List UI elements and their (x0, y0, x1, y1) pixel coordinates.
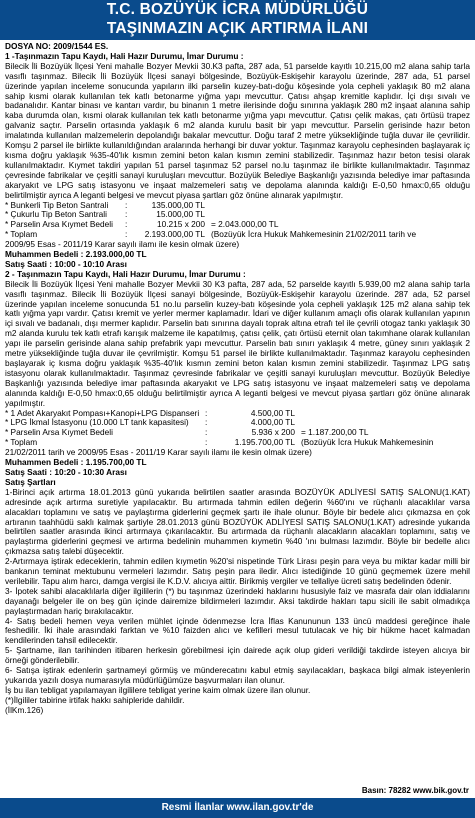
item1-values-tail: 2009/95 Esas - 2011/19 Karar sayılı ilamı ile kesin olmak üzere) (5, 239, 240, 250)
item1-title: 1 -Taşınmazın Tapu Kaydı, Hali Hazır Durumu, İmar Durumu : (5, 50, 244, 61)
sart-item: 6- Satışa iştirak edenlerin şartnameyi görmüş ve münderecatını kabul etmiş sayılacakları, başkaca bilgi almak isteyenlerin yukarıda yazılı dosya numarasıyla müdürlüğümüze başvurmaları ilan olunur. (5, 665, 470, 685)
dosya-no: DOSYA NO: 2009/1544 ES. (5, 41, 109, 51)
item1-satis-saati: Satış Saati : 10:00 - 10:10 Arası (5, 258, 127, 269)
value-row: * Toplam : 2.193.000,00 TL (Bozüyük İcra Hukuk Mahkemesinin 21/02/2011 tarih ve (5, 229, 417, 240)
item2-values (5, 409, 470, 459)
item2-satis-saati: Satış Saati : 10:20 - 10:30 Arası (5, 466, 127, 477)
item2-text: Bilecik İli Bozüyük İlçesi Yeni mahalle Bozyer Mevkii 30 K3 pafta, 287 ada, 52 parselde kayıtlı 5.939,00 m2 alana sahip tarla vasıflı taşınmaz. Bilecik İli Bozüyük İlçesi sanayi bölgesinde, Bozüyük-Eskişehir karayolu üzerinde. 287 ada, 52 parsel üzerinde yapılan inceleme sonucunda 51 no.lu parselin kuzey-batı köşesinde yola cepheli yaklaşık 125 m2 alana sahip tek katlı yığma yapı vardır. Çatısı kremit ve yerler mermer kaplamadır. İdari ve diğer kullanım amaçlı ofis olarak kullanılan yapının içi sıvalı ve badanalı, dışı mermer kaplıdır. Parselin batı sınırına dayalı toprak altına etrafı tel ile çevrili otogaz tankı yaklaşık 30 m2 alanda kurulu tek katlı etrafı karışık malzeme ile kapatılmış, çatısı çelik, çatı örtüsü eternit olan takımhane olarak kullanılan yapı ile parselin gerisinde alana sahip prefabrik yapı mevcuttur. Parselin batı sınırı yaklaşık 4 metre, güney sınırı yaklaşık 2 metre yüksekliğinde tuğla duvar ile çevrilmiştir. Komşu 51 parsel ile birlikte kullanılmaktadır. Taşınmaz karayolu cephesinden başlayarak iç kısma doğru yaklaşık %35-40'lık kısmın zemini beton kalan kısmın zemini stabilizedir. Taşınmaz LPG satış istasyonu olarak kullanılmaktadır. Taşınmaz çevresinde fabrikalar ve çeşitli sanayi kuruluşları mevcuttur. Bozüyük Belediye Başkanlığı yazısında belediye imar paftasında akaryakıt ve LPG satış istasyonu ve inşaat malzemeleri satış ve depolama alanında kaldığı E-0,50 hmax:0,65 olduğu belirtilmiştir ayrıca A leganti belgesi ve mevcut piyasa şartları göz önüne alınarak yapılmıştır. (5, 278, 470, 408)
announcement-body (5, 42, 470, 716)
sart-item: 4- Satış bedeli hemen veya verilen mühlet içinde ödenmezse İcra İflas Kanununun 133 üncü maddesi gereğince ihale feshedilir. İki ihale arasındaki farktan ve %10 faizden alıcı ve kefilleri mesul tutulacak ve hiç bir hükme hacet kalmadan kendilerinden tahsil edilecektir. (5, 615, 470, 646)
value-row: * 1 Adet Akaryakıt Pompası+Kanopi+LPG Dispanseri : 4.500,00 TL (5, 407, 295, 418)
item2-values-tail: 21/02/2011 tarih ve 2009/95 Esas - 2011/19 Karar sayılı ilamı ile kesin olmak üzere) (5, 447, 312, 458)
value-row: * Parselin Arsa Kıymet Bedeli : 10.215 x 200 = 2.043.000,00 TL (5, 219, 279, 230)
sart-item: 1-Birinci açık artırma 18.01.2013 günü yukarıda belirtilen saatler arasında BOZÜYÜK ADLİYESİ SATIŞ SALONU(1.KAT) adresinde açık artırma suretiyle yapılacaktır. Bu artırmada tahmin edilen değerin %60'ını ve rüçhanlı alacaklılar varsa alacakları toplamını ve satış ve paylaştırma giderlerini geçmek şartı ile ihale olunur. Böyle bir bedele alıcı çıkmazsa en çok artıranın taahhüdü saklı kalmak şartiyle 28.01.2013 günü BOZÜYÜK ADLİYESİ SATIŞ SALONU(1.KAT) adresinde yukarıda belirtilen saatler arasında ikinci artırmaya çıkarılacaktır. Bu artırmada da rüçhanlı alacakların alacakları toplamını, satış ve paylaştırma giderlerini geçmesi ve artırma bedelinin muhammen kıymetin %40 'ını bulması lazımdır. Böyle bir bedelle alıcı çıkmazsa satış talebi düşecektir. (5, 486, 470, 557)
value-row: * Çukurlu Tip Beton Santrali : 15.000,00 TL (5, 209, 205, 220)
value-row: * LPG İkmal İstasyonu (10.000 LT tank kapasitesi) : 4.000,00 TL (5, 417, 295, 428)
header-subtitle: TAŞINMAZIN AÇIK ARTIRMA İLANI (106, 20, 369, 37)
sart-item: İş bu ilan tebligat yapılamayan ilgililere tebligat yerine kaim olmak üzere ilan olunur. (5, 684, 311, 695)
item2-muhammen: Muhammen Bedeli : 1.195.700,00 TL (5, 457, 147, 468)
satis-sartlari-title: Satış Şartları (5, 476, 56, 487)
value-row: * Bunkerli Tip Beton Santrali : 135.000,00 TL (5, 199, 205, 210)
sart-item: (İlKm.126) (5, 704, 44, 715)
sart-item: (*)İlgililer tabirine irtifak hakkı sahipleride dahildir. (5, 694, 185, 705)
header-title: T.C. BOZÜYÜK İCRA MÜDÜRLÜĞÜ (106, 1, 369, 18)
sart-item: 5- Şartname, ilan tarihinden itibaren herkesin görebilmesi için dairede açık olup gideri verildiği takdirde isteyen alıcıya bir örneği gönderilebilir. (5, 645, 470, 666)
item1-values (5, 201, 470, 251)
item1-muhammen: Muhammen Bedeli : 2.193.000,00 TL (5, 249, 147, 260)
value-row: * Parselin Arsa Kıymet Bedeli : 5.936 x 200 = 1.187.200,00 TL (5, 427, 369, 438)
press-code: Basın: 78282 www.bik.gov.tr (361, 786, 469, 795)
header (0, 0, 475, 40)
item2-title: 2 - Taşınmazın Tapu Kaydı, Hali Hazır Durumu, İmar Durumu : (5, 268, 246, 279)
value-row: * Toplam : 1.195.700,00 TL (Bozüyük İcra Hukuk Mahkemesinin (5, 437, 434, 448)
sart-item: 3- İpotek sahibi alacaklılarla diğer ilgililerin (*) bu taşınmaz üzerindeki haklarını hususiyle faiz ve masrafa dair olan iddialarını dayanağı belgeler ile on beş gün içinde dairemize bildirmeleri lazımdır. Aksi takdirde hakları tapu sicili ile sabit olmadıkça paylaştırmadan hariç bırakılacaktır. (5, 585, 470, 616)
footer-link[interactable]: Resmi İlanlar www.ilan.gov.tr'de (0, 798, 475, 818)
item1-text: Bilecik İli Bozüyük İlçesi Yeni mahalle Bozyer Mevkii 30.K3 pafta, 287 ada, 51 parselde kayıtlı 10.215,00 m2 alana sahip tarla vasıflı taşınmaz. Bilecik İli Bozüyük İlçesi sanayi bölgesinde, Bozüyük-Eskişehir karayolu üzerinde, 287 ada, 51 parsel üzerinde yapılan inceleme sonucunda yapıların ilki parselin kuzey-batı-doğu köşesinde yola cepheli yaklaşık 80 m2 alana sahip kısmi olarak kullanılan tek katlı betonarme yığma yapı mevcuttur. Çatısı ahşap kremitle kaplıdır. İçi dışı sıvalı ve badanalıdır. Kantar binası ve kantarı vardır, bu binanın 1 metre ilerisinde doğu sınırına yaklaşık 280 m2 inşaat alanına sahip kaba durumda olan, kısmi olarak kullanılan tek katlı betonarme yığma yapı mevcuttur. Çatısı çelik makas, çatı örtüsü trapez galvaniz saçtır. Parselin ortasında yaklaşık 6 m2 alanda kurulu basit bir yapı mevcuttur. Parselin gerisinde hazır beton imalatında kullanılan malzemelerin depolandığı bakalar mevcuttur. Doğu taraf 2 metre yüksekliğinde tuğla duvar ile çevrilidir. Komşu 2 parsel ile birlikte kullanıldığından aralarında herhangi bir duvar yoktur. Taşınmaz karayolu cephesinden başlayarak iç kısma doğru yaklaşık %35-40'lık kısmın zemini beton kalan kısmın zemini stabilizedir. Taşınmaz hazır beton tesisi olarak kullanılmaktadır. Kıymet takdiri yapılan 51 parsel taşınmaz 52 parsel no.lu taşınmaz ile birlikte kullanılmaktadır. Taşınmaz çevresinde fabrikalar ve çeşitli sanayi kuruluşları mevcuttur. Bozüyük Belediye Başkanlığı yazısında belediye imar paftasında akaryakıt ve LPG satış istasyonu ve inşaat malzemeleri satış ve depolama alanında kaldığı E-0,50 hmax:0,65 olduğu belirtilmiştir ayrıca A leganti belgesi ve mevcut piyasa şartları göz önüne alınarak yapılmıştır. (5, 60, 470, 200)
sart-item: 2-Artırmaya iştirak edeceklerin, tahmin edilen kıymetin %20'si nispetinde Türk Lirası peşin para veya bu miktar kadar milli bir bankanın teminat mektubunu vermeleri lazımdır. Satış peşin para iledir. Alıcı istediğinde 10 günü geçmemek üzere mehil verilebilir. Tapu alım harcı, damga vergisi ile K.D.V. alıcıya aittir. Birikmiş vergiler ve tellaliye ücreti satış bedelinden ödenir. (5, 556, 470, 586)
